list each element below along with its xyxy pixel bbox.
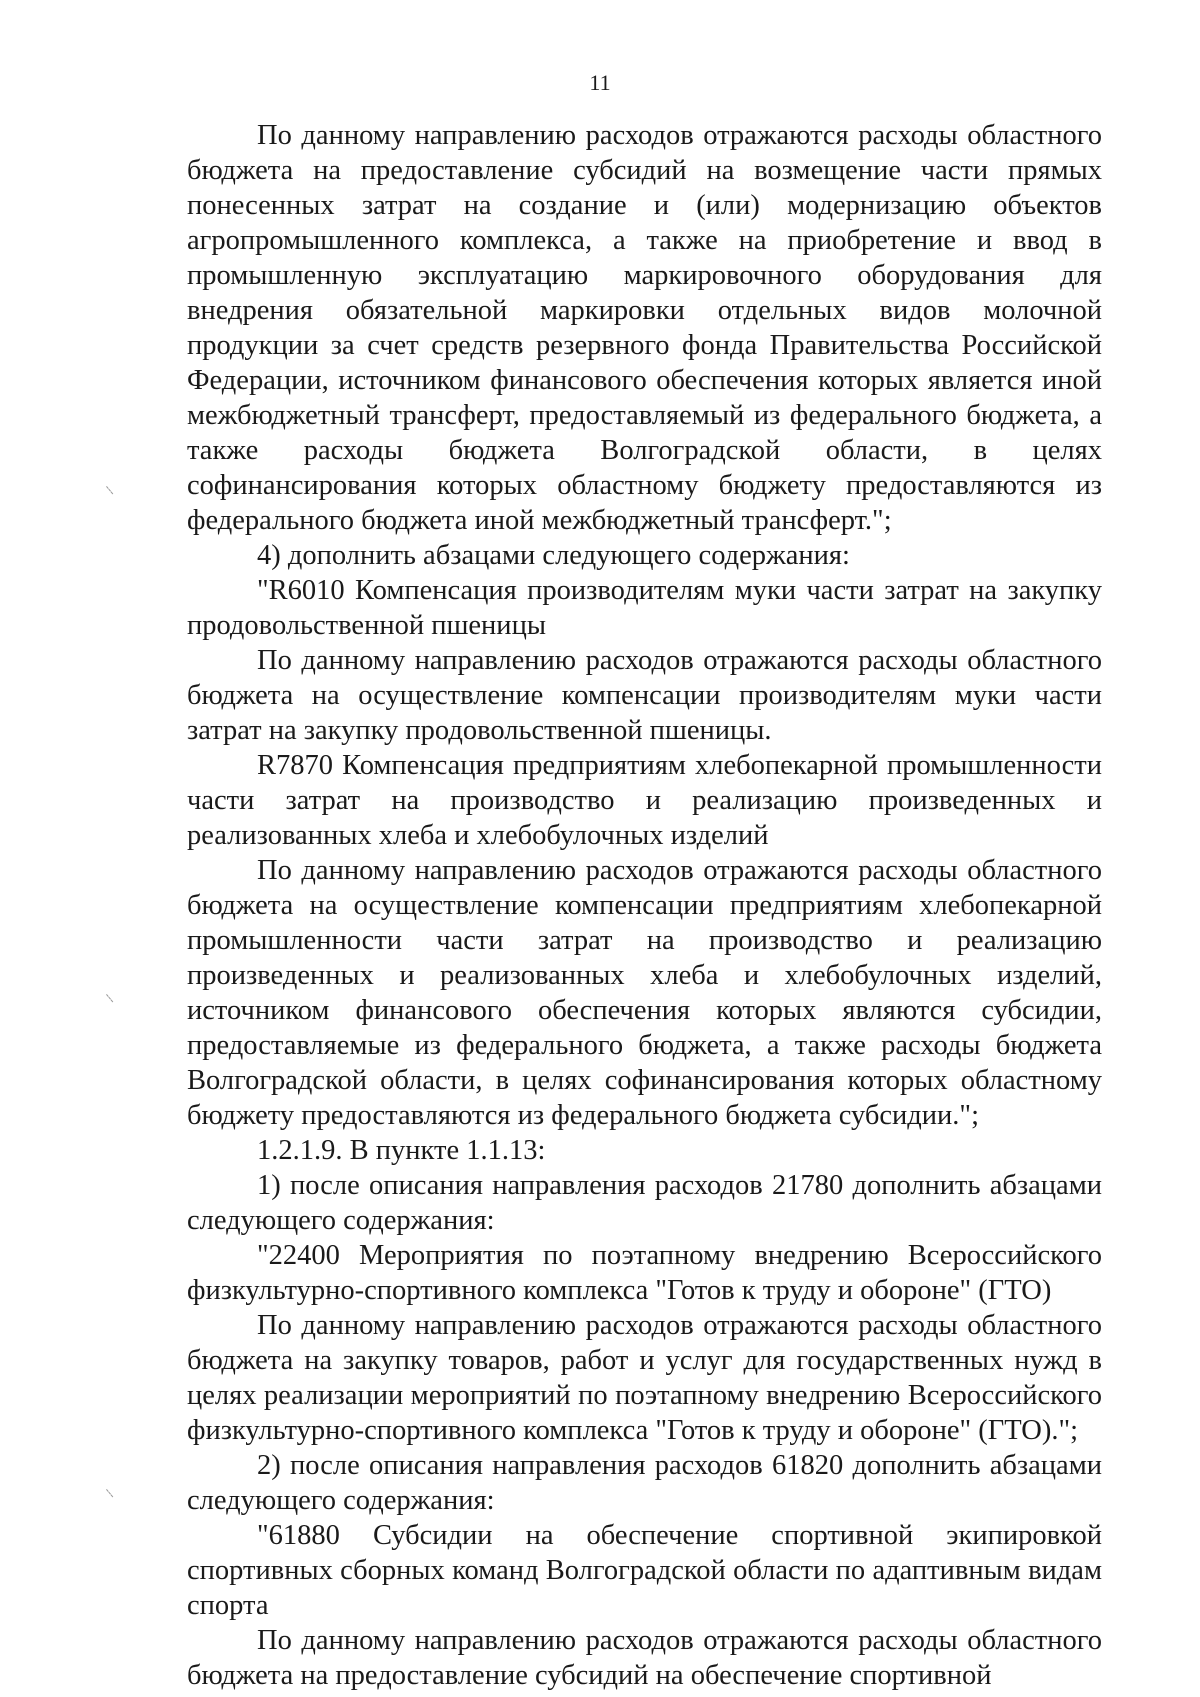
scan-artifact bbox=[106, 1483, 121, 1498]
paragraph: 1) после описания направления расходов 21780 дополнить абзацами следующего содержания: bbox=[187, 1170, 1102, 1236]
paragraph: По данному направлению расходов отражаются расходы областного бюджета на осуществление компенсации предприятиям хлебопекарной промышленности части затрат на производство и реализацию произведенных и реализованных хлеба и хлебобулочных изделий, источником финансового обеспечения которых являются субсидии, предоставляемые из федерального бюджета, а также расходы бюджета Волгоградской области, в целях софинансирования которых областному бюджету предоставляются из федерального бюджета субсидии."; bbox=[187, 855, 1102, 1131]
document-body bbox=[187, 118, 1102, 1693]
paragraph: По данному направлению расходов отражаются расходы областного бюджета на осуществление компенсации производителям муки части затрат на закупку продовольственной пшеницы. bbox=[187, 645, 1102, 746]
paragraph: R7870 Компенсация предприятиям хлебопекарной промышленности части затрат на производство и реализацию произведенных и реализованных хлеба и хлебобулочных изделий bbox=[187, 750, 1102, 851]
paragraph: По данному направлению расходов отражаются расходы областного бюджета на предоставление субсидий на обеспечение спортивной bbox=[187, 1625, 1102, 1691]
paragraph: 2) после описания направления расходов 61820 дополнить абзацами следующего содержания: bbox=[187, 1450, 1102, 1516]
paragraph: По данному направлению расходов отражаются расходы областного бюджета на предоставление субсидий на возмещение части прямых понесенных затрат на создание и (или) модернизацию объектов агропромышленного комплекса, а также на приобретение и ввод в промышленную эксплуатацию маркировочного оборудования для внедрения обязательной маркировки отдельных видов молочной продукции за счет средств резервного фонда Правительства Российской Федерации, источником финансового обеспечения которых является иной межбюджетный трансферт, предоставляемый из федерального бюджета, а также расходы бюджета Волгоградской области, в целях софинансирования которых областному бюджету предоставляются из федерального бюджета иной межбюджетный трансферт."; bbox=[187, 120, 1102, 536]
paragraph: По данному направлению расходов отражаются расходы областного бюджета на закупку товаров, работ и услуг для государственных нужд в целях реализации мероприятий по поэтапному внедрению Всероссийского физкультурно-спортивного комплекса "Готов к труду и обороне" (ГТО)."; bbox=[187, 1310, 1102, 1446]
paragraph: "22400 Мероприятия по поэтапному внедрению Всероссийского физкультурно-спортивного комплекса "Готов к труду и обороне" (ГТО) bbox=[187, 1240, 1102, 1306]
paragraph: 1.2.1.9. В пункте 1.1.13: bbox=[257, 1135, 546, 1166]
scan-artifact bbox=[106, 480, 121, 495]
paragraph: 4) дополнить абзацами следующего содержания: bbox=[257, 540, 850, 571]
page-number: 11 bbox=[589, 70, 611, 95]
scan-artifact bbox=[106, 988, 121, 1003]
paragraph: "R6010 Компенсация производителям муки части затрат на закупку продовольственной пшеницы bbox=[187, 575, 1102, 641]
paragraph: "61880 Субсидии на обеспечение спортивной экипировкой спортивных сборных команд Волгоградской области по адаптивным видам спорта bbox=[187, 1520, 1102, 1621]
